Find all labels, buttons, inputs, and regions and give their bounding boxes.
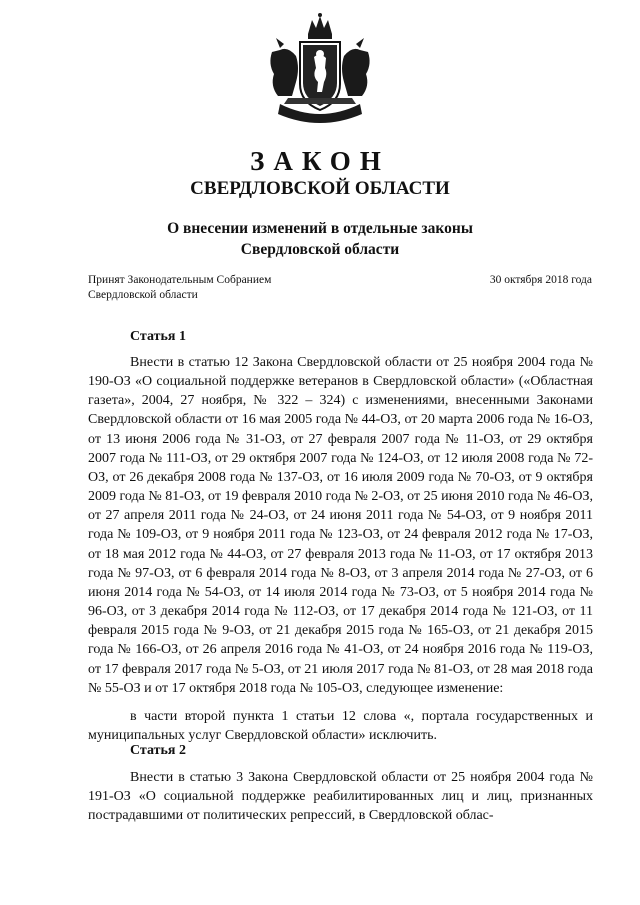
coat-of-arms-icon: [262, 12, 378, 130]
article-1-change: в части второй пункта 1 статьи 12 слова «, портала государственных и муниципальных услуг Свердловской области» исключить.: [88, 709, 593, 744]
law-subject-line-1: О внесении изменений в отдельные законы: [167, 220, 473, 237]
law-subject-line-2: Свердловской области: [240, 241, 400, 258]
law-region: СВЕРДЛОВСКОЙ ОБЛАСТИ: [190, 178, 450, 199]
adopted-by: [88, 273, 271, 303]
adopted-by-line-1: Принят Законодательным Собранием: [88, 274, 272, 286]
adoption-date: 30 октября 2018 года: [489, 274, 592, 286]
law-title: ЗАКОН: [250, 146, 390, 176]
article-2-text: Внести в статью 3 Закона Свердловской области от 25 ноября 2004 года № 191-ОЗ «О социальной поддержке реабилитированных лиц и лиц, признанных пострадавшими от политических репрессий, в Свердловской облас-: [88, 770, 593, 824]
article-1-title: Статья 1: [130, 329, 186, 344]
article-1-text: Внести в статью 12 Закона Свердловской области от 25 ноября 2004 года № 190-ОЗ «О социальной поддержке ветеранов в Свердловской области» («Областная газета», 2004, 27 ноября, № 322 – 324) с изменениями, внесенными Законами Свердловской области от 16 мая 2005 года № 44-ОЗ, от 20 марта 2006 года № 16-ОЗ, от 13 июня 2006 года № 31-ОЗ, от 27 февраля 2007 года № 11-ОЗ, от 29 октября 2007 года № 111-ОЗ, от 29 октября 2007 года № 124-ОЗ, от 12 июля 2008 года № 72-ОЗ, от 26 декабря 2008 года № 137-ОЗ, от 16 июля 2009 года № 70-ОЗ, от 9 октября 2009 года № 81-ОЗ, от 19 февраля 2010 года № 2-ОЗ, от 25 июня 2010 года № 46-ОЗ, от 27 апреля 2011 года № 24-ОЗ, от 24 июня 2011 года № 54-ОЗ, от 9 ноября 2011 года № 109-ОЗ, от 9 ноября 2011 года № 123-ОЗ, от 24 февраля 2012 года № 17-ОЗ, от 18 мая 2012 года № 44-ОЗ, от 27 февраля 2013 года № 11-ОЗ, от 17 октября 2013 года № 97-ОЗ, от 6 февраля 2014 года № 8-ОЗ, от 3 апреля 2014 года № 27-ОЗ, от 6 июня 2014 года № 54-ОЗ, от 14 июля 2014 года № 73-ОЗ, от 5 ноября 2014 года № 96-ОЗ, от 3 декабря 2014 года № 112-ОЗ, от 17 декабря 2014 года № 121-ОЗ, от 11 февраля 2015 года № 9-ОЗ, от 21 декабря 2015 года № 165-ОЗ, от 21 декабря 2015 года № 166-ОЗ, от 26 апреля 2016 года № 41-ОЗ, от 24 ноября 2016 года № 119-ОЗ, от 17 февраля 2017 года № 5-ОЗ, от 21 июля 2017 года № 81-ОЗ, от 28 мая 2018 года № 55-ОЗ и от 17 октября 2018 года № 105-ОЗ, следующее изменение:: [88, 355, 593, 696]
adopted-by-line-2: Свердловской области: [88, 289, 198, 301]
article-2-title: Статья 2: [130, 743, 186, 758]
